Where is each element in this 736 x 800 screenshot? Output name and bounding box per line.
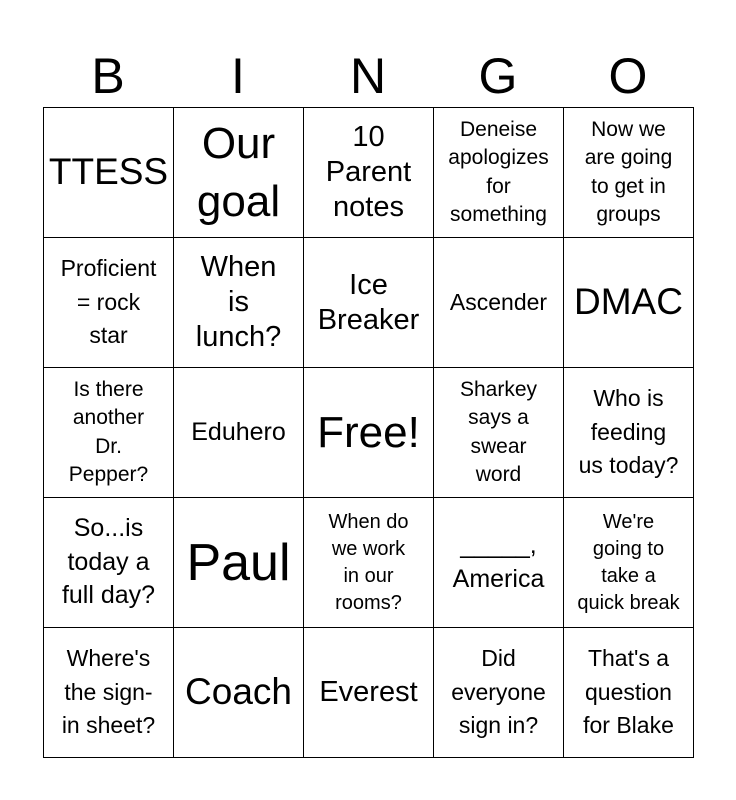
header-letter-n: N — [349, 48, 387, 104]
bingo-cell[interactable] — [434, 108, 564, 238]
cell-text: Deneise apologizes for something — [448, 117, 549, 226]
bingo-cell[interactable] — [434, 238, 564, 368]
cell-text: That's a question for Blake — [583, 645, 674, 739]
cell-text: Everest — [319, 676, 418, 709]
bingo-cell[interactable] — [304, 238, 434, 368]
bingo-cell[interactable] — [174, 368, 304, 498]
bingo-cell[interactable] — [564, 238, 694, 368]
cell-text: Who is feeding us today? — [578, 385, 679, 479]
cell-text: Paul — [186, 533, 291, 592]
cell-text: TTESS — [48, 151, 169, 193]
cell-text: Free! — [317, 407, 420, 457]
cell-text: Where's the sign- in sheet? — [61, 645, 156, 739]
cell-text: _____, America — [452, 530, 545, 593]
header-letter-i: I — [231, 48, 245, 104]
cell-text: Ice Breaker — [317, 268, 420, 336]
cell-text: Coach — [185, 671, 292, 713]
cell-text: DMAC — [574, 281, 683, 323]
cell-text: When do we work in our rooms? — [328, 510, 409, 614]
bingo-cell[interactable] — [564, 628, 694, 758]
bingo-header — [43, 44, 693, 108]
bingo-cell[interactable] — [434, 628, 564, 758]
bingo-card — [43, 107, 694, 758]
bingo-cell[interactable] — [304, 628, 434, 758]
bingo-cell[interactable] — [434, 498, 564, 628]
header-letter-o: O — [608, 48, 648, 104]
cell-text: Ascender — [449, 288, 548, 315]
bingo-cell[interactable] — [564, 108, 694, 238]
bingo-cell[interactable] — [44, 498, 174, 628]
bingo-cell[interactable] — [174, 238, 304, 368]
cell-text: We're going to take a quick break — [577, 510, 680, 614]
bingo-cell[interactable] — [44, 628, 174, 758]
bingo-cell[interactable] — [564, 498, 694, 628]
bingo-cell[interactable] — [44, 108, 174, 238]
bingo-cell[interactable] — [564, 368, 694, 498]
bingo-cell[interactable] — [44, 368, 174, 498]
cell-text: Is there another Dr. Pepper? — [68, 377, 149, 486]
bingo-cell[interactable] — [434, 368, 564, 498]
bingo-cell[interactable] — [174, 108, 304, 238]
bingo-cell[interactable] — [174, 628, 304, 758]
cell-text: When is lunch? — [195, 251, 282, 353]
header-letter-g: G — [478, 48, 518, 104]
cell-text: So...is today a full day? — [61, 513, 156, 610]
cell-text: Sharkey says a swear word — [459, 377, 538, 486]
cell-text: Proficient = rock star — [60, 255, 157, 349]
bingo-cell[interactable] — [174, 498, 304, 628]
bingo-cell[interactable] — [304, 108, 434, 238]
cell-text: Now we are going to get in groups — [584, 117, 673, 226]
cell-text: Did everyone sign in? — [451, 645, 546, 739]
cell-text: 10 Parent notes — [325, 121, 412, 223]
header-letter-b: B — [91, 48, 125, 104]
cell-text: Eduhero — [191, 417, 286, 446]
free-space[interactable] — [304, 368, 434, 498]
bingo-cell[interactable] — [304, 498, 434, 628]
bingo-cell[interactable] — [44, 238, 174, 368]
cell-text: Our goal — [196, 119, 281, 226]
